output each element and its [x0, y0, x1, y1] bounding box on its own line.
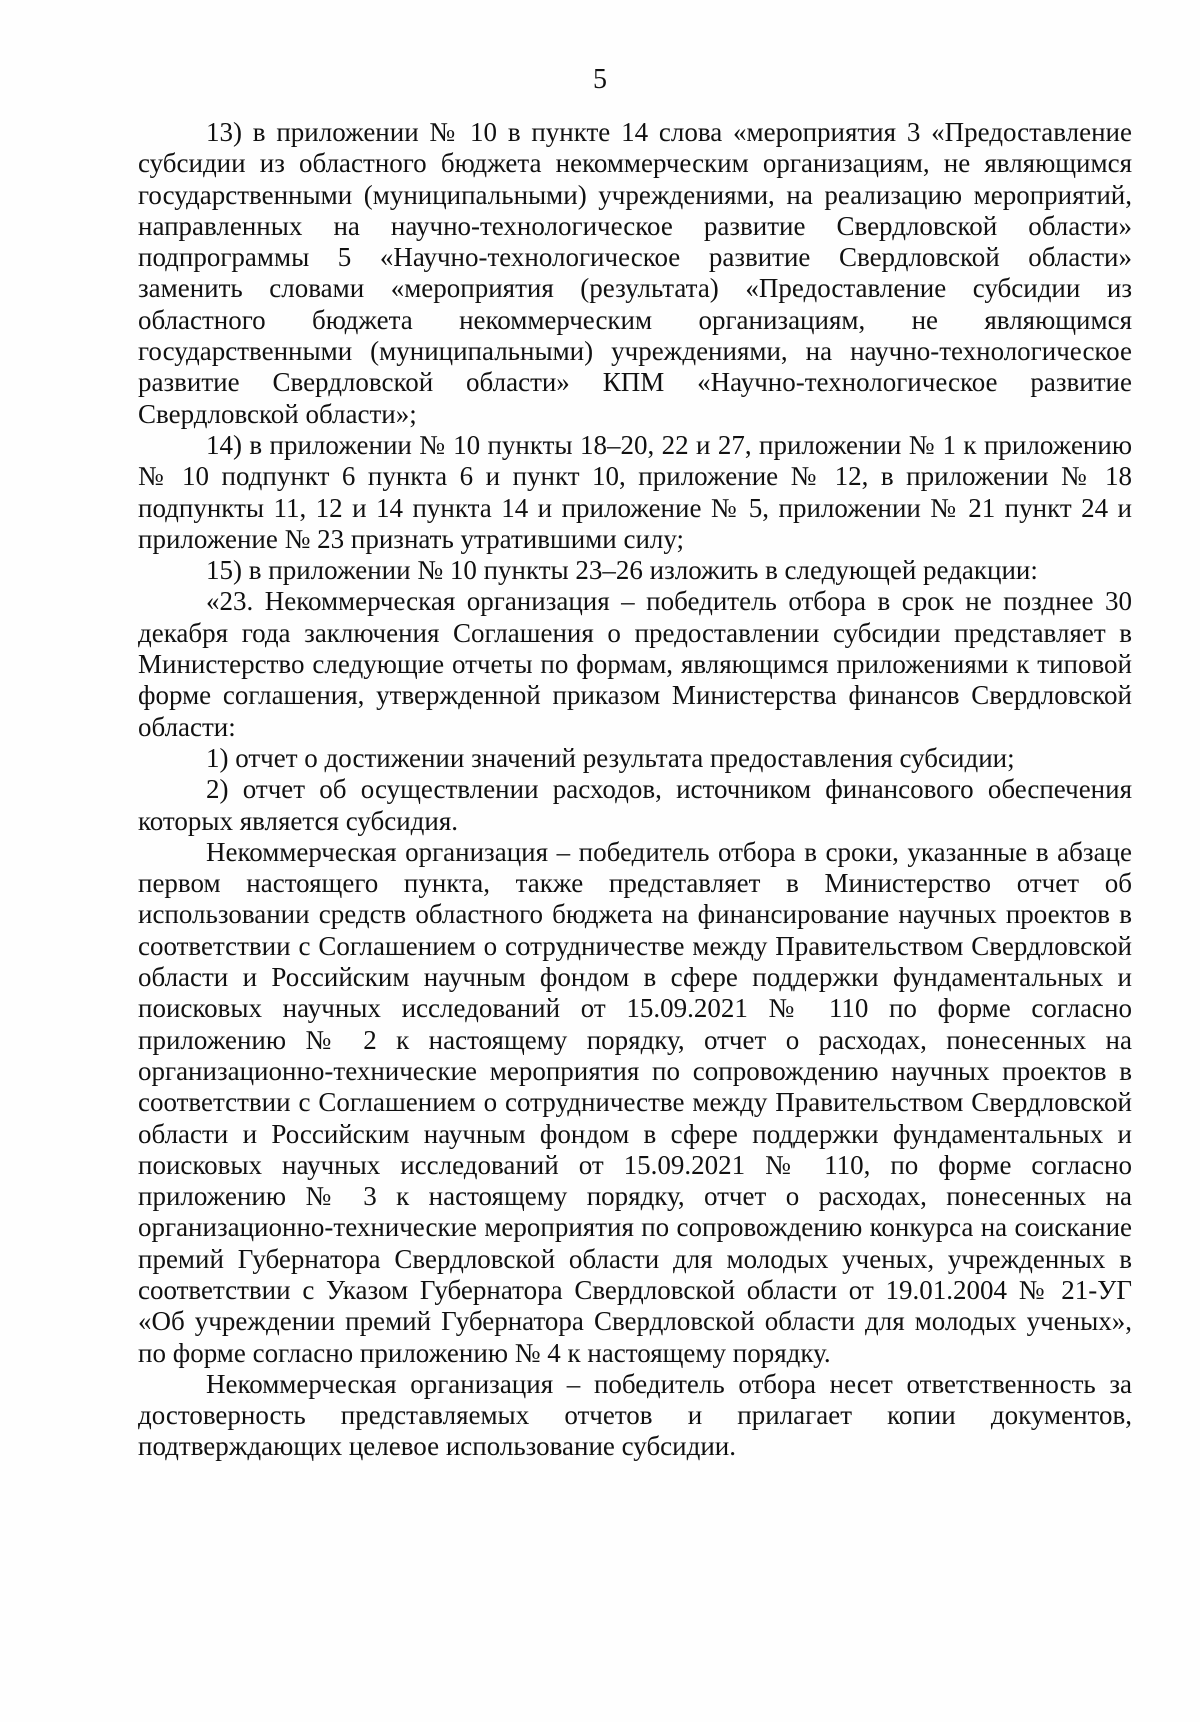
document-body: [138, 117, 1132, 1463]
paragraph-report-2: 2) отчет об осуществлении расходов, источником финансового обеспечения которых является субсидия.: [138, 774, 1132, 836]
paragraph-additional-reports: Некоммерческая организация – победитель отбора в сроки, указанные в абзаце первом настоящего пункта, также представляет в Министерство отчет об использовании средств областного бюджета на финансирование научных проектов в соответствии с Соглашением о сотрудничестве между Правительством Свердловской области и Российским научным фондом в сфере поддержки фундаментальных и поисковых научных исследований от 15.09.2021 № 110 по форме согласно приложению № 2 к настоящему порядку, отчет о расходах, понесенных на организационно-технические мероприятия по сопровождению научных проектов в соответствии с Соглашением о сотрудничестве между Правительством Свердловской области и Российским научным фондом в сфере поддержки фундаментальных и поисковых научных исследований от 15.09.2021 № 110, по форме согласно приложению № 3 к настоящему порядку, отчет о расходах, понесенных на организационно-технические мероприятия по сопровождению конкурса на соискание премий Губернатора Свердловской области для молодых ученых, учрежденных в соответствии с Указом Губернатора Свердловской области от 19.01.2004 № 21-УГ «Об учреждении премий Губернатора Свердловской области для молодых ученых», по форме согласно приложению № 4 к настоящему порядку.: [138, 836, 1132, 1368]
paragraph-item-13: 13) в приложении № 10 в пункте 14 слова «мероприятия 3 «Предоставление субсидии из областного бюджета некоммерческим организациям, не являющимся государственными (муниципальными) учреждениями, на реализацию мероприятий, направленных на научно-технологическое развитие Свердловской области» подпрограммы 5 «Научно-технологическое развитие Свердловской области» заменить словами «мероприятия (результата) «Предоставление субсидии из областного бюджета некоммерческим организациям, не являющимся государственными (муниципальными) учреждениями, на научно-технологическое развитие Свердловской области» КПМ «Научно-технологическое развитие Свердловской области»;: [138, 117, 1132, 429]
paragraph-responsibility: Некоммерческая организация – победитель отбора несет ответственность за достоверность представляемых отчетов и прилагает копии документов, подтверждающих целевое использование субсидии.: [138, 1368, 1132, 1462]
paragraph-item-15: 15) в приложении № 10 пункты 23–26 изложить в следующей редакции:: [206, 555, 1038, 586]
page-number: 5: [593, 64, 607, 95]
paragraph-clause-23: «23. Некоммерческая организация – победитель отбора в срок не позднее 30 декабря года заключения Соглашения о предоставлении субсидии представляет в Министерство следующие отчеты по формам, являющимся приложениями к типовой форме соглашения, утвержденной приказом Министерства финансов Свердловской области:: [138, 586, 1132, 742]
paragraph-report-1: 1) отчет о достижении значений результата предоставления субсидии;: [206, 742, 1015, 773]
paragraph-item-14: 14) в приложении № 10 пункты 18–20, 22 и 27, приложении № 1 к приложению № 10 подпункт 6 пункта 6 и пункт 10, приложение № 12, в приложении № 18 подпункты 11, 12 и 14 пункта 14 и приложение № 5, приложении № 21 пункт 24 и приложение № 23 признать утратившими силу;: [138, 429, 1132, 554]
